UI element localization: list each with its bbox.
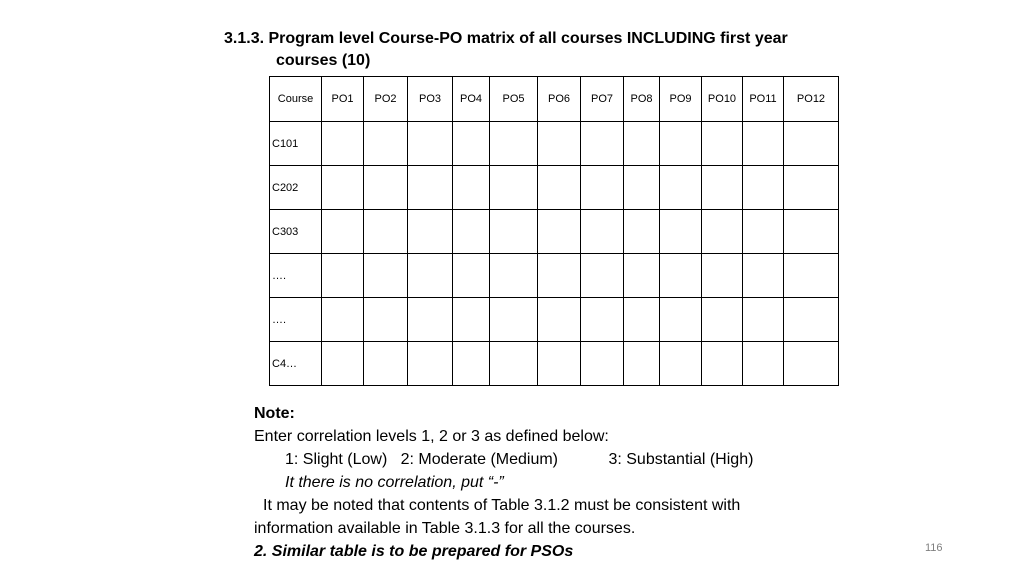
matrix-cell xyxy=(322,342,364,386)
matrix-cell xyxy=(322,210,364,254)
table-row xyxy=(270,122,839,166)
matrix-cell xyxy=(322,166,364,210)
header-po9: PO9 xyxy=(660,77,702,122)
course-po-matrix xyxy=(269,76,839,386)
matrix-cell xyxy=(364,122,408,166)
note-consistency-line-1: It may be noted that contents of Table 3.1.2 must be consistent with xyxy=(263,497,741,514)
matrix-cell xyxy=(581,298,624,342)
matrix-cell xyxy=(538,210,581,254)
matrix-cell xyxy=(624,254,660,298)
matrix-cell xyxy=(538,254,581,298)
matrix-cell xyxy=(784,210,839,254)
matrix-cell xyxy=(453,254,490,298)
matrix-cell xyxy=(453,166,490,210)
matrix-cell xyxy=(743,298,784,342)
header-po12: PO12 xyxy=(784,77,839,122)
note-consistency-line-2: information available in Table 3.1.3 for all the courses. xyxy=(254,520,636,537)
matrix-cell xyxy=(624,122,660,166)
matrix-cell xyxy=(538,342,581,386)
heading-line-1: 3.1.3. Program level Course-PO matrix of all courses INCLUDING first year xyxy=(224,30,788,47)
matrix-cell xyxy=(660,342,702,386)
course-label: C101 xyxy=(270,122,322,166)
table-row xyxy=(270,298,839,342)
matrix-cell xyxy=(408,254,453,298)
matrix-cell xyxy=(702,298,743,342)
table-row xyxy=(270,342,839,386)
matrix-cell xyxy=(490,166,538,210)
table-row xyxy=(270,210,839,254)
matrix-cell xyxy=(743,210,784,254)
note-line-correlation: Enter correlation levels 1, 2 or 3 as defined below: xyxy=(254,428,609,445)
header-po3: PO3 xyxy=(408,77,453,122)
matrix-cell xyxy=(453,342,490,386)
matrix-cell xyxy=(453,298,490,342)
matrix-cell xyxy=(660,122,702,166)
matrix-cell xyxy=(581,210,624,254)
matrix-cell xyxy=(581,342,624,386)
header-po6: PO6 xyxy=(538,77,581,122)
matrix-cell xyxy=(660,210,702,254)
matrix-cell xyxy=(538,166,581,210)
matrix-cell xyxy=(364,166,408,210)
matrix-cell xyxy=(538,298,581,342)
course-label: …. xyxy=(270,254,322,298)
header-po8: PO8 xyxy=(624,77,660,122)
matrix-cell xyxy=(364,342,408,386)
level-1-text: 1: Slight (Low) xyxy=(285,451,388,468)
matrix-cell xyxy=(364,298,408,342)
header-po5: PO5 xyxy=(490,77,538,122)
matrix-cell xyxy=(743,254,784,298)
matrix-cell xyxy=(784,254,839,298)
level-3-text: 3: Substantial (High) xyxy=(608,451,754,468)
matrix-cell xyxy=(743,122,784,166)
table-row xyxy=(270,166,839,210)
matrix-cell xyxy=(702,342,743,386)
matrix-cell xyxy=(490,122,538,166)
matrix-cell xyxy=(490,210,538,254)
header-po1: PO1 xyxy=(322,77,364,122)
matrix-cell xyxy=(784,166,839,210)
note-title: Note: xyxy=(254,405,295,422)
note-levels xyxy=(254,448,874,471)
matrix-cell xyxy=(538,122,581,166)
matrix-cell xyxy=(702,166,743,210)
matrix-cell xyxy=(322,254,364,298)
matrix-cell xyxy=(408,298,453,342)
matrix-cell xyxy=(581,254,624,298)
header-po11: PO11 xyxy=(743,77,784,122)
heading-line-2: courses (10) xyxy=(276,52,371,69)
note-psos: 2. Similar table is to be prepared for PSOs xyxy=(254,543,574,560)
header-po4: PO4 xyxy=(453,77,490,122)
page-number: 116 xyxy=(925,542,943,554)
matrix-cell xyxy=(784,342,839,386)
matrix-cell xyxy=(702,254,743,298)
matrix-cell xyxy=(660,166,702,210)
matrix-cell xyxy=(784,298,839,342)
matrix-cell xyxy=(624,166,660,210)
header-po10: PO10 xyxy=(702,77,743,122)
matrix-cell xyxy=(322,298,364,342)
matrix-cell xyxy=(702,210,743,254)
matrix-cell xyxy=(408,122,453,166)
matrix-cell xyxy=(624,210,660,254)
matrix-cell xyxy=(364,210,408,254)
matrix-cell xyxy=(702,122,743,166)
matrix-cell xyxy=(364,254,408,298)
header-course: Course xyxy=(270,77,322,122)
course-label: C303 xyxy=(270,210,322,254)
matrix-cell xyxy=(490,298,538,342)
header-row xyxy=(270,77,839,122)
matrix-cell xyxy=(581,122,624,166)
matrix-cell xyxy=(490,254,538,298)
matrix-cell xyxy=(322,122,364,166)
matrix-cell xyxy=(453,210,490,254)
matrix-cell xyxy=(490,342,538,386)
matrix-cell xyxy=(453,122,490,166)
section-heading xyxy=(224,28,844,72)
matrix-cell xyxy=(624,342,660,386)
matrix-cell xyxy=(624,298,660,342)
matrix-cell xyxy=(743,166,784,210)
matrix-cell xyxy=(581,166,624,210)
note-no-correlation: It there is no correlation, put “-” xyxy=(285,474,504,491)
note-block xyxy=(254,402,874,563)
table-row xyxy=(270,254,839,298)
course-label: …. xyxy=(270,298,322,342)
matrix-cell xyxy=(408,342,453,386)
matrix-cell xyxy=(784,122,839,166)
matrix-cell xyxy=(408,166,453,210)
header-po2: PO2 xyxy=(364,77,408,122)
matrix-cell xyxy=(660,254,702,298)
matrix-cell xyxy=(408,210,453,254)
matrix-cell xyxy=(743,342,784,386)
course-label: C4… xyxy=(270,342,322,386)
course-label: C202 xyxy=(270,166,322,210)
level-2-text: 2: Moderate (Medium) xyxy=(400,451,558,468)
matrix-cell xyxy=(660,298,702,342)
header-po7: PO7 xyxy=(581,77,624,122)
